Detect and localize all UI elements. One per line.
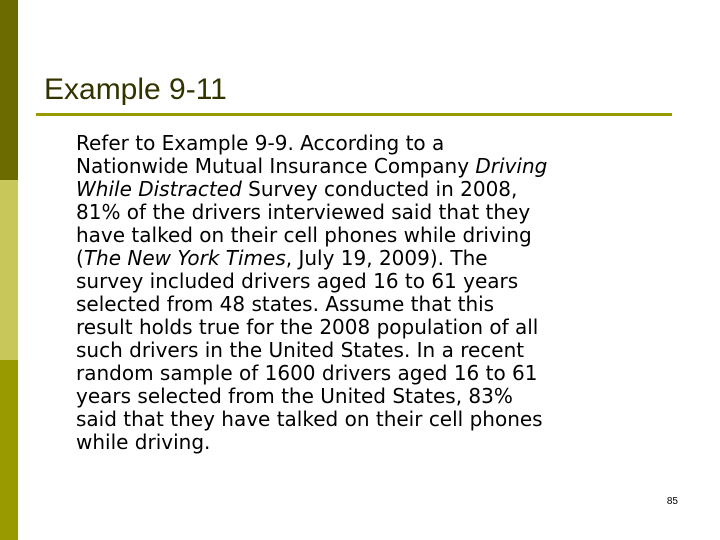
body-text-segment: Nationwide Mutual Insurance Company (76, 154, 476, 178)
body-line (76, 224, 676, 247)
body-text-segment: years selected from the United States, 83% (76, 384, 513, 408)
body-text-segment: have talked on their cell phones while driving (76, 223, 532, 247)
body-text-segment: while driving. (76, 430, 211, 454)
body-line (76, 339, 676, 362)
body-text-segment: , July 19, 2009). The (285, 246, 488, 270)
body-text-segment: 81% of the drivers interviewed said that they (76, 200, 531, 224)
body-line (76, 408, 676, 431)
body-line (76, 316, 676, 339)
body-text-segment: ( (76, 246, 84, 270)
body-line (76, 385, 676, 408)
sidebar-segment-bottom (0, 360, 18, 540)
italic-text: While Distracted (76, 177, 242, 201)
body-line (76, 247, 676, 270)
body-text-segment: Survey conducted in 2008, (241, 177, 518, 201)
slide-body-text (76, 132, 676, 454)
sidebar-segment-top (0, 0, 18, 180)
body-text-segment: such drivers in the United States. In a recent (76, 338, 525, 362)
body-text-segment: said that they have talked on their cell phones (76, 407, 543, 431)
slide-title: Example 9-11 (44, 73, 227, 106)
body-line (76, 293, 676, 316)
body-text-segment: Refer to Example 9-9. According to a (76, 131, 445, 155)
body-text-segment: survey included drivers aged 16 to 61 years (76, 269, 519, 293)
body-text-segment: selected from 48 states. Assume that this (76, 292, 495, 316)
body-text-segment: result holds true for the 2008 population of all (76, 315, 539, 339)
body-line (76, 431, 676, 454)
title-underline (36, 113, 672, 116)
sidebar-segment-middle (0, 180, 18, 360)
italic-text: Driving (475, 154, 548, 178)
body-line (76, 155, 676, 178)
body-line (76, 362, 676, 385)
body-line (76, 132, 676, 155)
body-line (76, 201, 676, 224)
page-number: 85 (666, 496, 678, 507)
body-text-segment: random sample of 1600 drivers aged 16 to 61 (76, 361, 538, 385)
body-line (76, 270, 676, 293)
italic-text: The New York Times (83, 246, 286, 270)
body-line (76, 178, 676, 201)
